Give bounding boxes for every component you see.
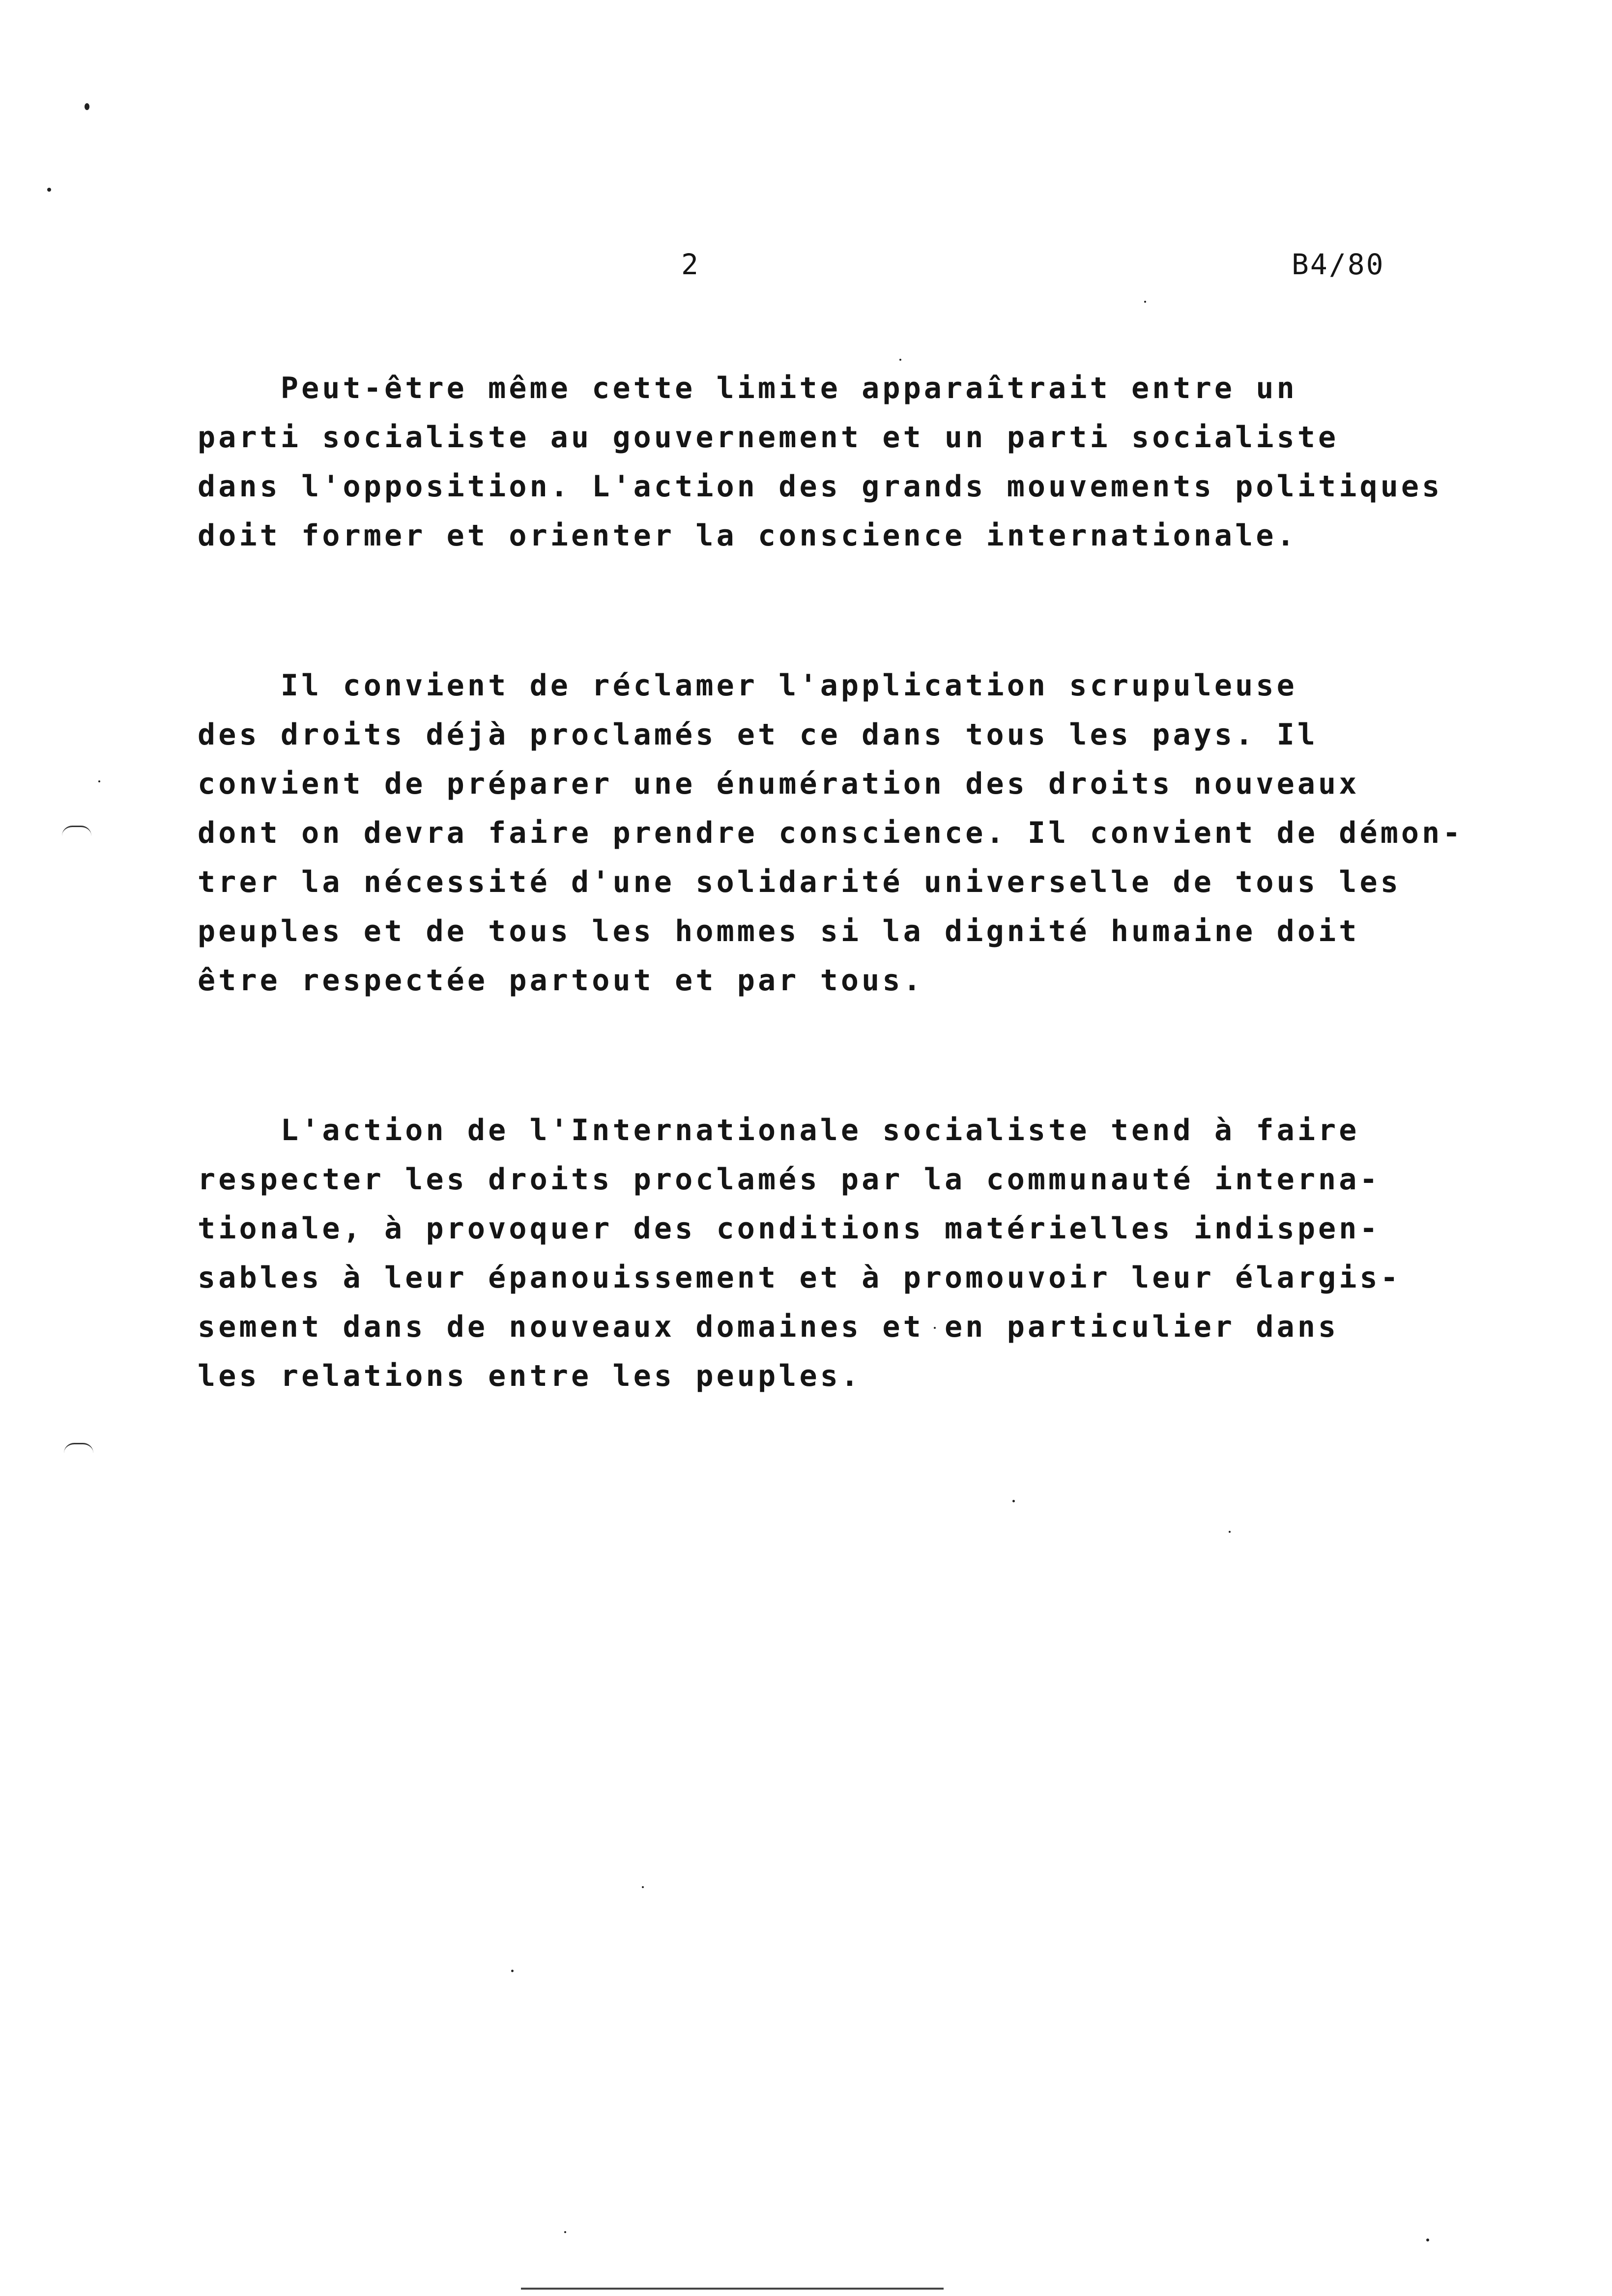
text-line: L'action de l'Internationale socialiste tend à faire [198,1113,1360,1148]
text-line: convient de préparer une énumération des droits nouveaux [198,767,1360,801]
text-line: doit former et orienter la conscience internationale. [198,518,1297,553]
margin-mark [64,1443,93,1453]
text-line: tionale, à provoquer des conditions matérielles indispen- [198,1211,1381,1246]
scan-speck [1229,1531,1231,1533]
text-line: parti socialiste au gouvernement et un parti socialiste [198,420,1339,455]
text-line: sement dans de nouveaux domaines et en particulier dans [198,1310,1339,1344]
document-reference: B4/80 [1292,248,1385,281]
text-line: les relations entre les peuples. [198,1359,862,1393]
page-number: 2 [681,248,699,281]
scan-speck [899,359,901,361]
scan-speck [1144,301,1146,303]
scan-speck [98,780,100,782]
scan-speck [85,103,89,110]
text-line: respecter les droits proclamés par la communauté interna- [198,1162,1381,1197]
paragraph-2 [198,661,1464,1005]
text-line: sables à leur épanouissement et à promouvoir leur élargis- [198,1261,1401,1295]
text-line: peuples et de tous les hommes si la dignité humaine doit [198,914,1360,948]
scan-speck [511,1970,514,1972]
text-line: dont on devra faire prendre conscience. Il convient de démon- [198,816,1464,850]
text-line: Peut-être même cette limite apparaîtrait entre un [198,371,1297,405]
text-line: être respectée partout et par tous. [198,963,924,998]
scan-speck [642,1886,644,1888]
margin-mark [62,826,91,836]
scan-speck [47,188,51,192]
text-line: des droits déjà proclamés et ce dans tous les pays. Il [198,718,1319,752]
paragraph-3 [198,1106,1436,1401]
body-text [198,364,1464,1501]
paragraph-1 [198,364,1443,560]
scan-speck [1426,2239,1429,2241]
text-line: Il convient de réclamer l'application scrupuleuse [198,668,1297,703]
scan-speck [564,2231,566,2233]
text-line: trer la nécessité d'une solidarité universelle de tous les [198,865,1401,899]
text-line: dans l'opposition. L'action des grands mouvements politiques [198,469,1443,504]
footer-rule [521,2288,944,2290]
